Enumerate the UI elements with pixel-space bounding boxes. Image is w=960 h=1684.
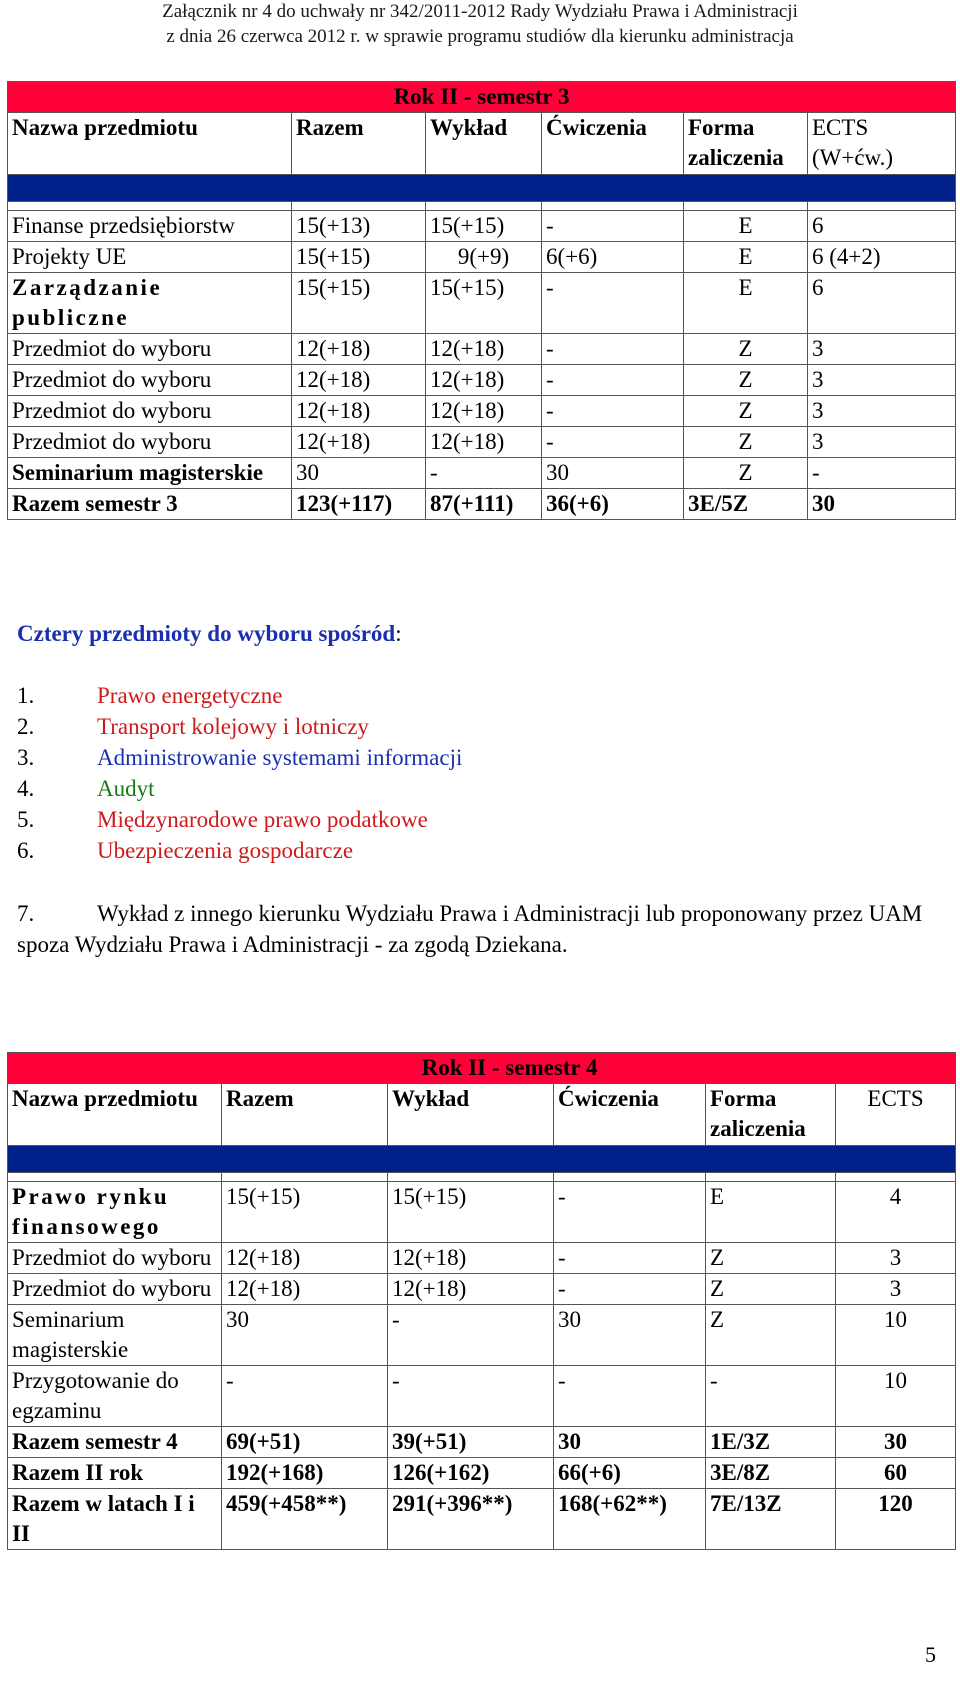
semester-3-blue-bar <box>8 175 956 202</box>
semester-3-title: Rok II - semestr 3 <box>8 82 956 113</box>
semester-3-total-row: Razem semestr 3 123(+117) 87(+111) 36(+6) 3E/5Z 30 <box>8 489 956 520</box>
table-row: Przedmiot do wyboru 12(+18) 12(+18) - Z 3 <box>8 334 956 365</box>
table-row: Przedmiot do wyboru 12(+18) 12(+18) - Z 3 <box>8 365 956 396</box>
years-1-2-total-row: Razem w latach I i II 459(+458**) 291(+396**) 168(+62**) 7E/13Z 120 <box>8 1489 956 1550</box>
semester-4-blue-bar <box>8 1146 956 1173</box>
page-number: 5 <box>925 1642 936 1667</box>
list-item: 5. Międzynarodowe prawo podatkowe <box>17 807 428 832</box>
semester-4-table <box>7 1052 956 1550</box>
header-ects: ECTS <box>836 1084 956 1146</box>
header-exercises: Ćwiczenia <box>542 113 684 175</box>
semester-4-title-row <box>8 1053 956 1084</box>
table-row: Przedmiot do wyboru 12(+18) 12(+18) - Z 3 <box>8 1274 956 1305</box>
semester-3-title-row <box>8 82 956 113</box>
table-row: Seminarium magisterskie 30 - 30 Z 10 <box>8 1305 956 1366</box>
list-item: 4. Audyt <box>17 776 155 801</box>
header-assessment: Forma zaliczenia <box>706 1084 836 1146</box>
table-row: Przedmiot do wyboru 12(+18) 12(+18) - Z 3 <box>8 427 956 458</box>
header-lecture: Wykład <box>388 1084 554 1146</box>
table-row: Zarządzanie publiczne 15(+15) 15(+15) - E 6 <box>8 273 956 334</box>
table-row: Przedmiot do wyboru 12(+18) 12(+18) - Z 3 <box>8 1243 956 1274</box>
header-exercises: Ćwiczenia <box>554 1084 706 1146</box>
header-assessment: Forma zaliczenia <box>684 113 808 175</box>
electives-intro: Cztery przedmioty do wyboru spośród: <box>17 621 402 646</box>
semester-3-table <box>7 81 956 520</box>
table-row: Seminarium magisterskie 30 - 30 Z - <box>8 458 956 489</box>
table-row: Przedmiot do wyboru 12(+18) 12(+18) - Z 3 <box>8 396 956 427</box>
header-subject: Nazwa przedmiotu <box>8 1084 222 1146</box>
elective-item-7: 7. Wykład z innego kierunku Wydziału Prawa i Administracji lub proponowany przez UAM spoza Wydziału Prawa i Administracji - za zgodą Dziekana. <box>17 901 923 957</box>
header-total: Razem <box>292 113 426 175</box>
header-total: Razem <box>222 1084 388 1146</box>
semester-4-title: Rok II - semestr 4 <box>8 1053 956 1084</box>
table-row: Przygotowanie do egzaminu - - - - 10 <box>8 1366 956 1427</box>
list-item: 1. Prawo energetyczne <box>17 683 283 708</box>
header-subject: Nazwa przedmiotu <box>8 113 292 175</box>
list-item: 6. Ubezpieczenia gospodarcze <box>17 838 354 863</box>
list-item: 2. Transport kolejowy i lotniczy <box>17 714 369 739</box>
header-ects: ECTS (W+ćw.) <box>808 113 956 175</box>
year-2-total-row: Razem II rok 192(+168) 126(+162) 66(+6) 3E/8Z 60 <box>8 1458 956 1489</box>
table-row: Projekty UE 15(+15) 9(+9) 6(+6) E 6 (4+2) <box>8 242 956 273</box>
table-row: Prawo rynku finansowego 15(+15) 15(+15) - E 4 <box>8 1182 956 1243</box>
semester-3-header-row <box>8 113 956 175</box>
list-item: 3. Administrowanie systemami informacji <box>17 745 463 770</box>
table-row: Finanse przedsiębiorstw 15(+13) 15(+15) - E 6 <box>8 211 956 242</box>
header-line-1: Załącznik nr 4 do uchwały nr 342/2011-2012 Rady Wydziału Prawa i Administracji <box>162 1 798 22</box>
header-lecture: Wykład <box>426 113 542 175</box>
semester-4-header-row <box>8 1084 956 1146</box>
header-line-2: z dnia 26 czerwca 2012 r. w sprawie programu studiów dla kierunku administracja <box>166 26 794 47</box>
semester-4-total-row: Razem semestr 4 69(+51) 39(+51) 30 1E/3Z 30 <box>8 1427 956 1458</box>
